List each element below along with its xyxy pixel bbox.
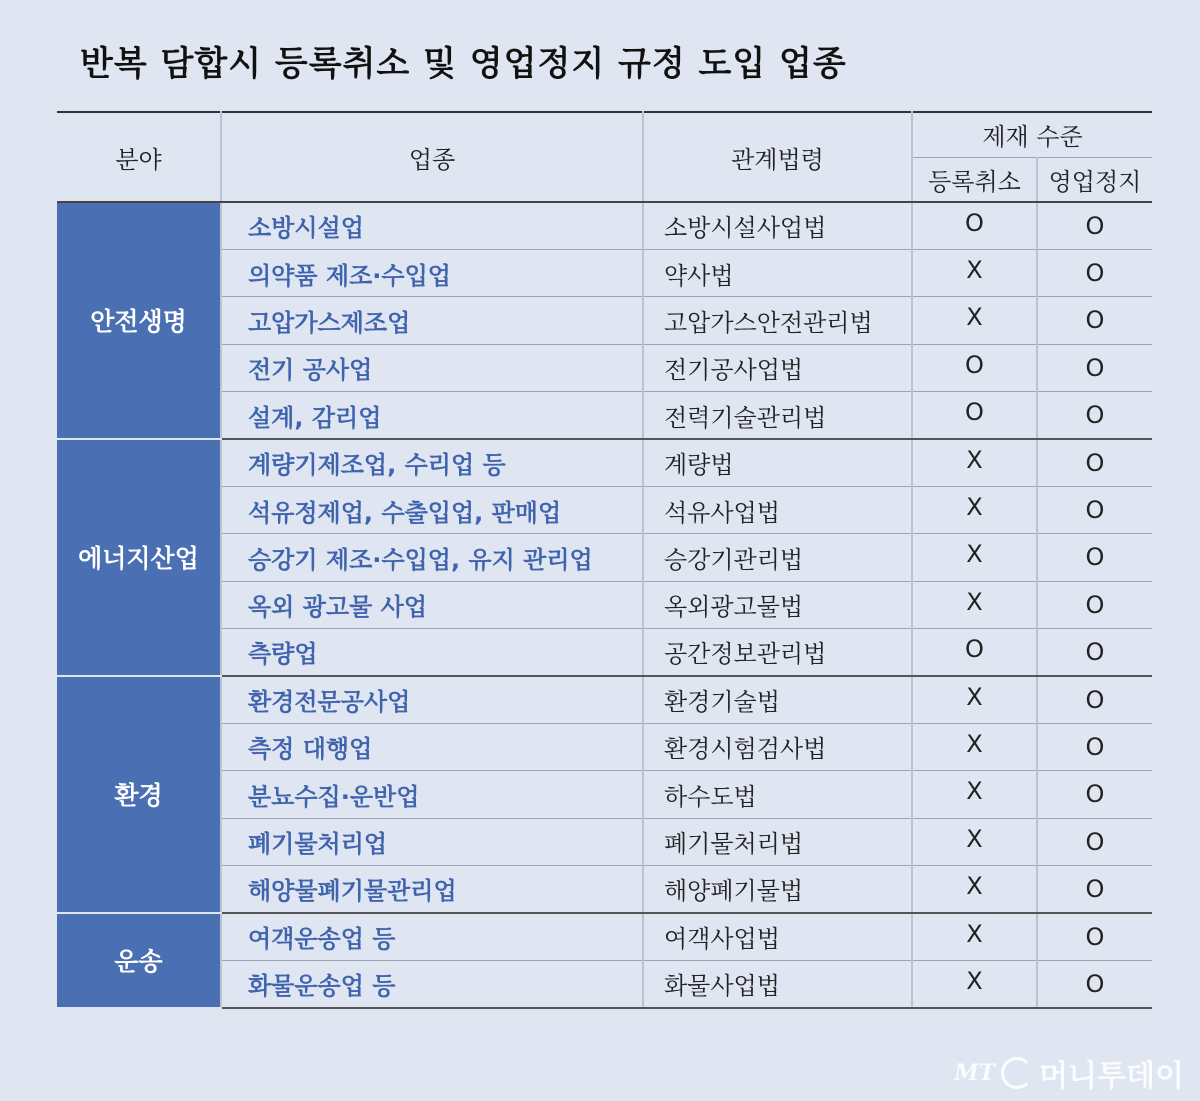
suspend-cell: O (1037, 865, 1152, 912)
industry-cell: 폐기물처리업 (221, 818, 643, 865)
industry-cell: 설계, 감리업 (221, 392, 643, 439)
law-cell: 환경기술법 (643, 676, 912, 723)
revoke-cell (912, 392, 1037, 439)
table-row (57, 818, 1152, 865)
law-cell: 공간정보관리법 (643, 629, 912, 676)
revoke-mark: X (966, 871, 983, 900)
law-cell: 여객사업법 (643, 913, 912, 960)
revoke-cell (912, 297, 1037, 344)
revoke-mark: X (966, 682, 983, 711)
revoke-mark: X (966, 966, 983, 995)
page-title: 반복 담합시 등록취소 및 영업정지 규정 도입 업종 (80, 44, 847, 84)
table-row (57, 202, 1152, 249)
table-row (57, 581, 1152, 628)
revoke-mark: X (966, 777, 983, 806)
law-cell: 고압가스안전관리법 (643, 297, 912, 344)
header-sanction: 제재 수준 (912, 112, 1152, 157)
swirl-icon (1001, 1057, 1033, 1089)
industry-cell: 의약품 제조·수입업 (221, 249, 643, 296)
industry-cell: 석유정제업, 수출입업, 판매업 (221, 486, 643, 533)
industry-cell: 승강기 제조·수입업, 유지 관리업 (221, 534, 643, 581)
law-cell: 소방시설사업법 (643, 202, 912, 249)
industry-cell: 계량기제조업, 수리업 등 (221, 439, 643, 486)
category-cell: 환경 (57, 676, 221, 913)
watermark (954, 1051, 1184, 1095)
suspend-cell: O (1037, 723, 1152, 770)
table-row (57, 865, 1152, 912)
suspend-cell: O (1037, 581, 1152, 628)
law-cell: 전력기술관리법 (643, 392, 912, 439)
revoke-cell (912, 534, 1037, 581)
law-cell: 옥외광고물법 (643, 581, 912, 628)
table-body (57, 202, 1152, 1008)
suspend-cell: O (1037, 344, 1152, 391)
law-cell: 폐기물처리법 (643, 818, 912, 865)
table-row (57, 392, 1152, 439)
table-row (57, 960, 1152, 1007)
revoke-cell (912, 629, 1037, 676)
law-cell: 계량법 (643, 439, 912, 486)
revoke-mark: X (966, 493, 983, 522)
law-cell: 화물사업법 (643, 960, 912, 1007)
revoke-cell (912, 486, 1037, 533)
revoke-mark: X (966, 540, 983, 569)
revoke-mark: X (966, 729, 983, 758)
suspend-cell: O (1037, 249, 1152, 296)
suspend-cell: O (1037, 202, 1152, 249)
revoke-cell (912, 676, 1037, 723)
watermark-logo: MT (954, 1060, 996, 1086)
industry-cell: 소방시설업 (221, 202, 643, 249)
revoke-cell (912, 960, 1037, 1007)
revoke-mark: O (965, 634, 984, 663)
revoke-mark: O (965, 398, 984, 426)
suspend-cell: O (1037, 534, 1152, 581)
industry-cell: 전기 공사업 (221, 344, 643, 391)
table-row (57, 439, 1152, 486)
category-cell: 운송 (57, 913, 221, 1008)
industry-cell: 해양물폐기물관리업 (221, 865, 643, 912)
revoke-cell (912, 202, 1037, 249)
category-cell: 안전생명 (57, 202, 221, 439)
header-law: 관계법령 (643, 112, 912, 202)
revoke-mark: X (966, 445, 983, 474)
suspend-cell: O (1037, 392, 1152, 439)
suspend-cell: O (1037, 960, 1152, 1007)
revoke-cell (912, 249, 1037, 296)
table-row (57, 771, 1152, 818)
header-field: 분야 (57, 112, 221, 202)
header-revoke: 등록취소 (912, 157, 1037, 202)
regulation-table (57, 111, 1152, 1009)
table-row (57, 913, 1152, 960)
revoke-cell (912, 723, 1037, 770)
law-cell: 석유사업법 (643, 486, 912, 533)
revoke-mark: O (965, 208, 984, 237)
law-cell: 전기공사업법 (643, 344, 912, 391)
suspend-cell: O (1037, 676, 1152, 723)
revoke-cell (912, 913, 1037, 960)
revoke-cell (912, 818, 1037, 865)
table-row (57, 676, 1152, 723)
header-industry: 업종 (221, 112, 643, 202)
industry-cell: 측정 대행업 (221, 723, 643, 770)
suspend-cell: O (1037, 439, 1152, 486)
table-row (57, 344, 1152, 391)
header-suspend: 영업정지 (1037, 157, 1152, 202)
revoke-mark: X (966, 303, 983, 332)
table-row (57, 297, 1152, 344)
industry-cell: 환경전문공사업 (221, 676, 643, 723)
revoke-mark: X (966, 587, 983, 616)
suspend-cell: O (1037, 771, 1152, 818)
table-row (57, 486, 1152, 533)
revoke-cell (912, 771, 1037, 818)
revoke-cell (912, 865, 1037, 912)
industry-cell: 여객운송업 등 (221, 913, 643, 960)
law-cell: 해양폐기물법 (643, 865, 912, 912)
revoke-cell (912, 439, 1037, 486)
revoke-mark: X (966, 256, 983, 285)
revoke-mark: X (966, 919, 983, 948)
law-cell: 하수도법 (643, 771, 912, 818)
table-row (57, 534, 1152, 581)
law-cell: 약사법 (643, 249, 912, 296)
revoke-cell (912, 344, 1037, 391)
table-row (57, 629, 1152, 676)
suspend-cell: O (1037, 629, 1152, 676)
industry-cell: 측량업 (221, 629, 643, 676)
law-cell: 환경시험검사법 (643, 723, 912, 770)
law-cell: 승강기관리법 (643, 534, 912, 581)
category-cell: 에너지산업 (57, 439, 221, 676)
table-row (57, 723, 1152, 770)
table-row (57, 249, 1152, 296)
suspend-cell: O (1037, 913, 1152, 960)
suspend-cell: O (1037, 297, 1152, 344)
industry-cell: 고압가스제조업 (221, 297, 643, 344)
industry-cell: 화물운송업 등 (221, 960, 643, 1007)
revoke-mark: X (966, 824, 983, 853)
industry-cell: 옥외 광고물 사업 (221, 581, 643, 628)
industry-cell: 분뇨수집·운반업 (221, 771, 643, 818)
suspend-cell: O (1037, 486, 1152, 533)
revoke-mark: O (965, 350, 984, 379)
watermark-text: 머니투데이 (1039, 1059, 1184, 1094)
revoke-cell (912, 581, 1037, 628)
suspend-cell: O (1037, 818, 1152, 865)
